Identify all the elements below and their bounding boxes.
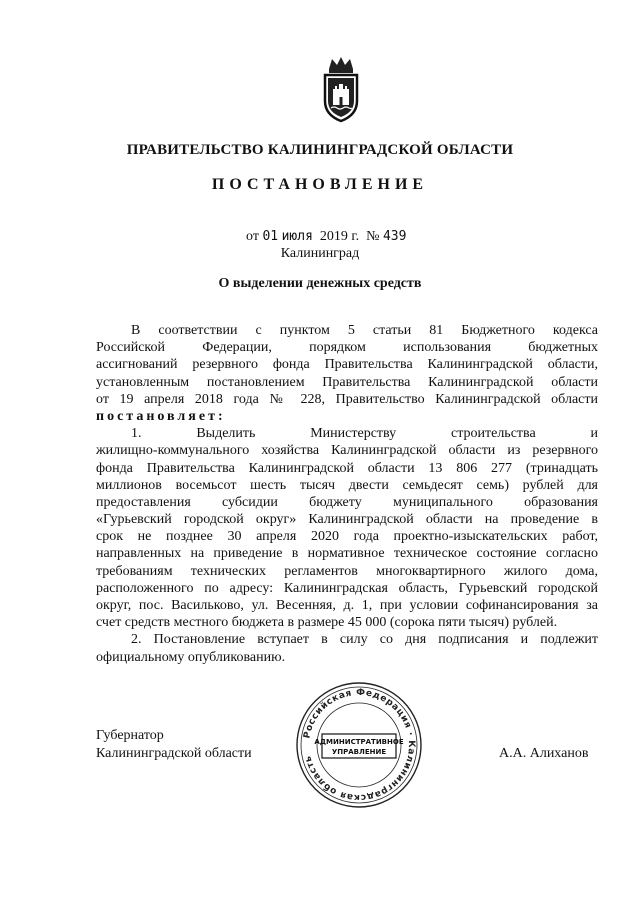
body-line: направленных на приведение в нормативное техническое состояние согласно	[96, 546, 598, 562]
body-line: «Гурьевский городской округ» Калининградской области на проведение в	[96, 512, 598, 528]
body-line: округ, пос. Васильково, ул. Весенняя, д. 1, при условии софинансирования за	[96, 598, 598, 613]
body-line: от 19 апреля 2018 года № 228, Правительство Калининградской области	[96, 391, 598, 407]
number-sign: №	[366, 229, 380, 244]
date-month: июля	[281, 229, 313, 244]
date-prefix: от	[246, 229, 259, 244]
body-line: фонда Правительства Калининградской области 13 806 277 (тринадцать	[96, 460, 598, 476]
signatory-title-line-1: Губернатор	[96, 728, 164, 743]
body-line: 1. Выделить Министерству строительства и	[131, 426, 598, 442]
organization-title: ПРАВИТЕЛЬСТВО КАЛИНИНГРАДСКОЙ ОБЛАСТИ	[126, 142, 514, 158]
city: Калининград	[280, 246, 360, 261]
body-line: срок не позднее 30 апреля 2020 года проектно-изыскательских работ,	[96, 529, 598, 545]
body-line: миллионов восемьсот шесть тысяч двести семьдесят семь) рублей для	[96, 477, 598, 493]
body-line: счет средств местного бюджета в размере 45 000 (сорока пяти тысяч) рублей.	[96, 615, 558, 631]
body-line: предоставления субсидии бюджету муниципального образования	[96, 494, 598, 510]
body-line-resolves: постановляет:	[96, 408, 226, 424]
stamp-inner-text-1: АДМИНИСТРАТИВНОЕ	[314, 738, 404, 746]
body-line: ассигнований резервного фонда Правительства Калининградской области,	[96, 357, 598, 373]
signatory-title-line-2: Калининградской области	[96, 746, 252, 761]
document-type: ПОСТАНОВЛЕНИЕ	[211, 176, 429, 193]
body-line: Российской Федерации, порядком использования бюджетных	[96, 340, 598, 356]
stamp-inner-text-2: УПРАВЛЕНИЕ	[331, 748, 387, 756]
official-stamp-icon	[294, 680, 424, 810]
body-line: В соответствии с пунктом 5 статьи 81 Бюджетного кодекса	[131, 323, 598, 338]
document-body	[96, 322, 598, 666]
body-line: 2. Постановление вступает в силу со дня подписания и подлежит	[131, 632, 598, 648]
body-line: установленным постановлением Правительства Калининградской области	[96, 374, 598, 390]
coat-of-arms-icon	[320, 55, 362, 125]
body-line: требованиям технических регламентов многоквартирного жилого дома,	[96, 563, 598, 579]
body-line: расположенного по адресу: Калининградская область, Гурьевский городской	[96, 580, 598, 596]
document-number: 439	[382, 229, 407, 244]
document-subject: О выделении денежных средств	[218, 276, 422, 291]
date-year: 2019 г.	[319, 229, 360, 244]
stamp-outer-text: Российская Федерация · Калининградская область	[302, 687, 417, 803]
body-line: официальному опубликованию.	[96, 649, 286, 665]
document-date-number	[246, 229, 406, 245]
signatory-name: А.А. Алиханов	[499, 746, 589, 761]
date-day: 01	[262, 229, 279, 244]
body-line: жилищно-коммунального хозяйства Калининградской области из резервного	[96, 443, 598, 459]
